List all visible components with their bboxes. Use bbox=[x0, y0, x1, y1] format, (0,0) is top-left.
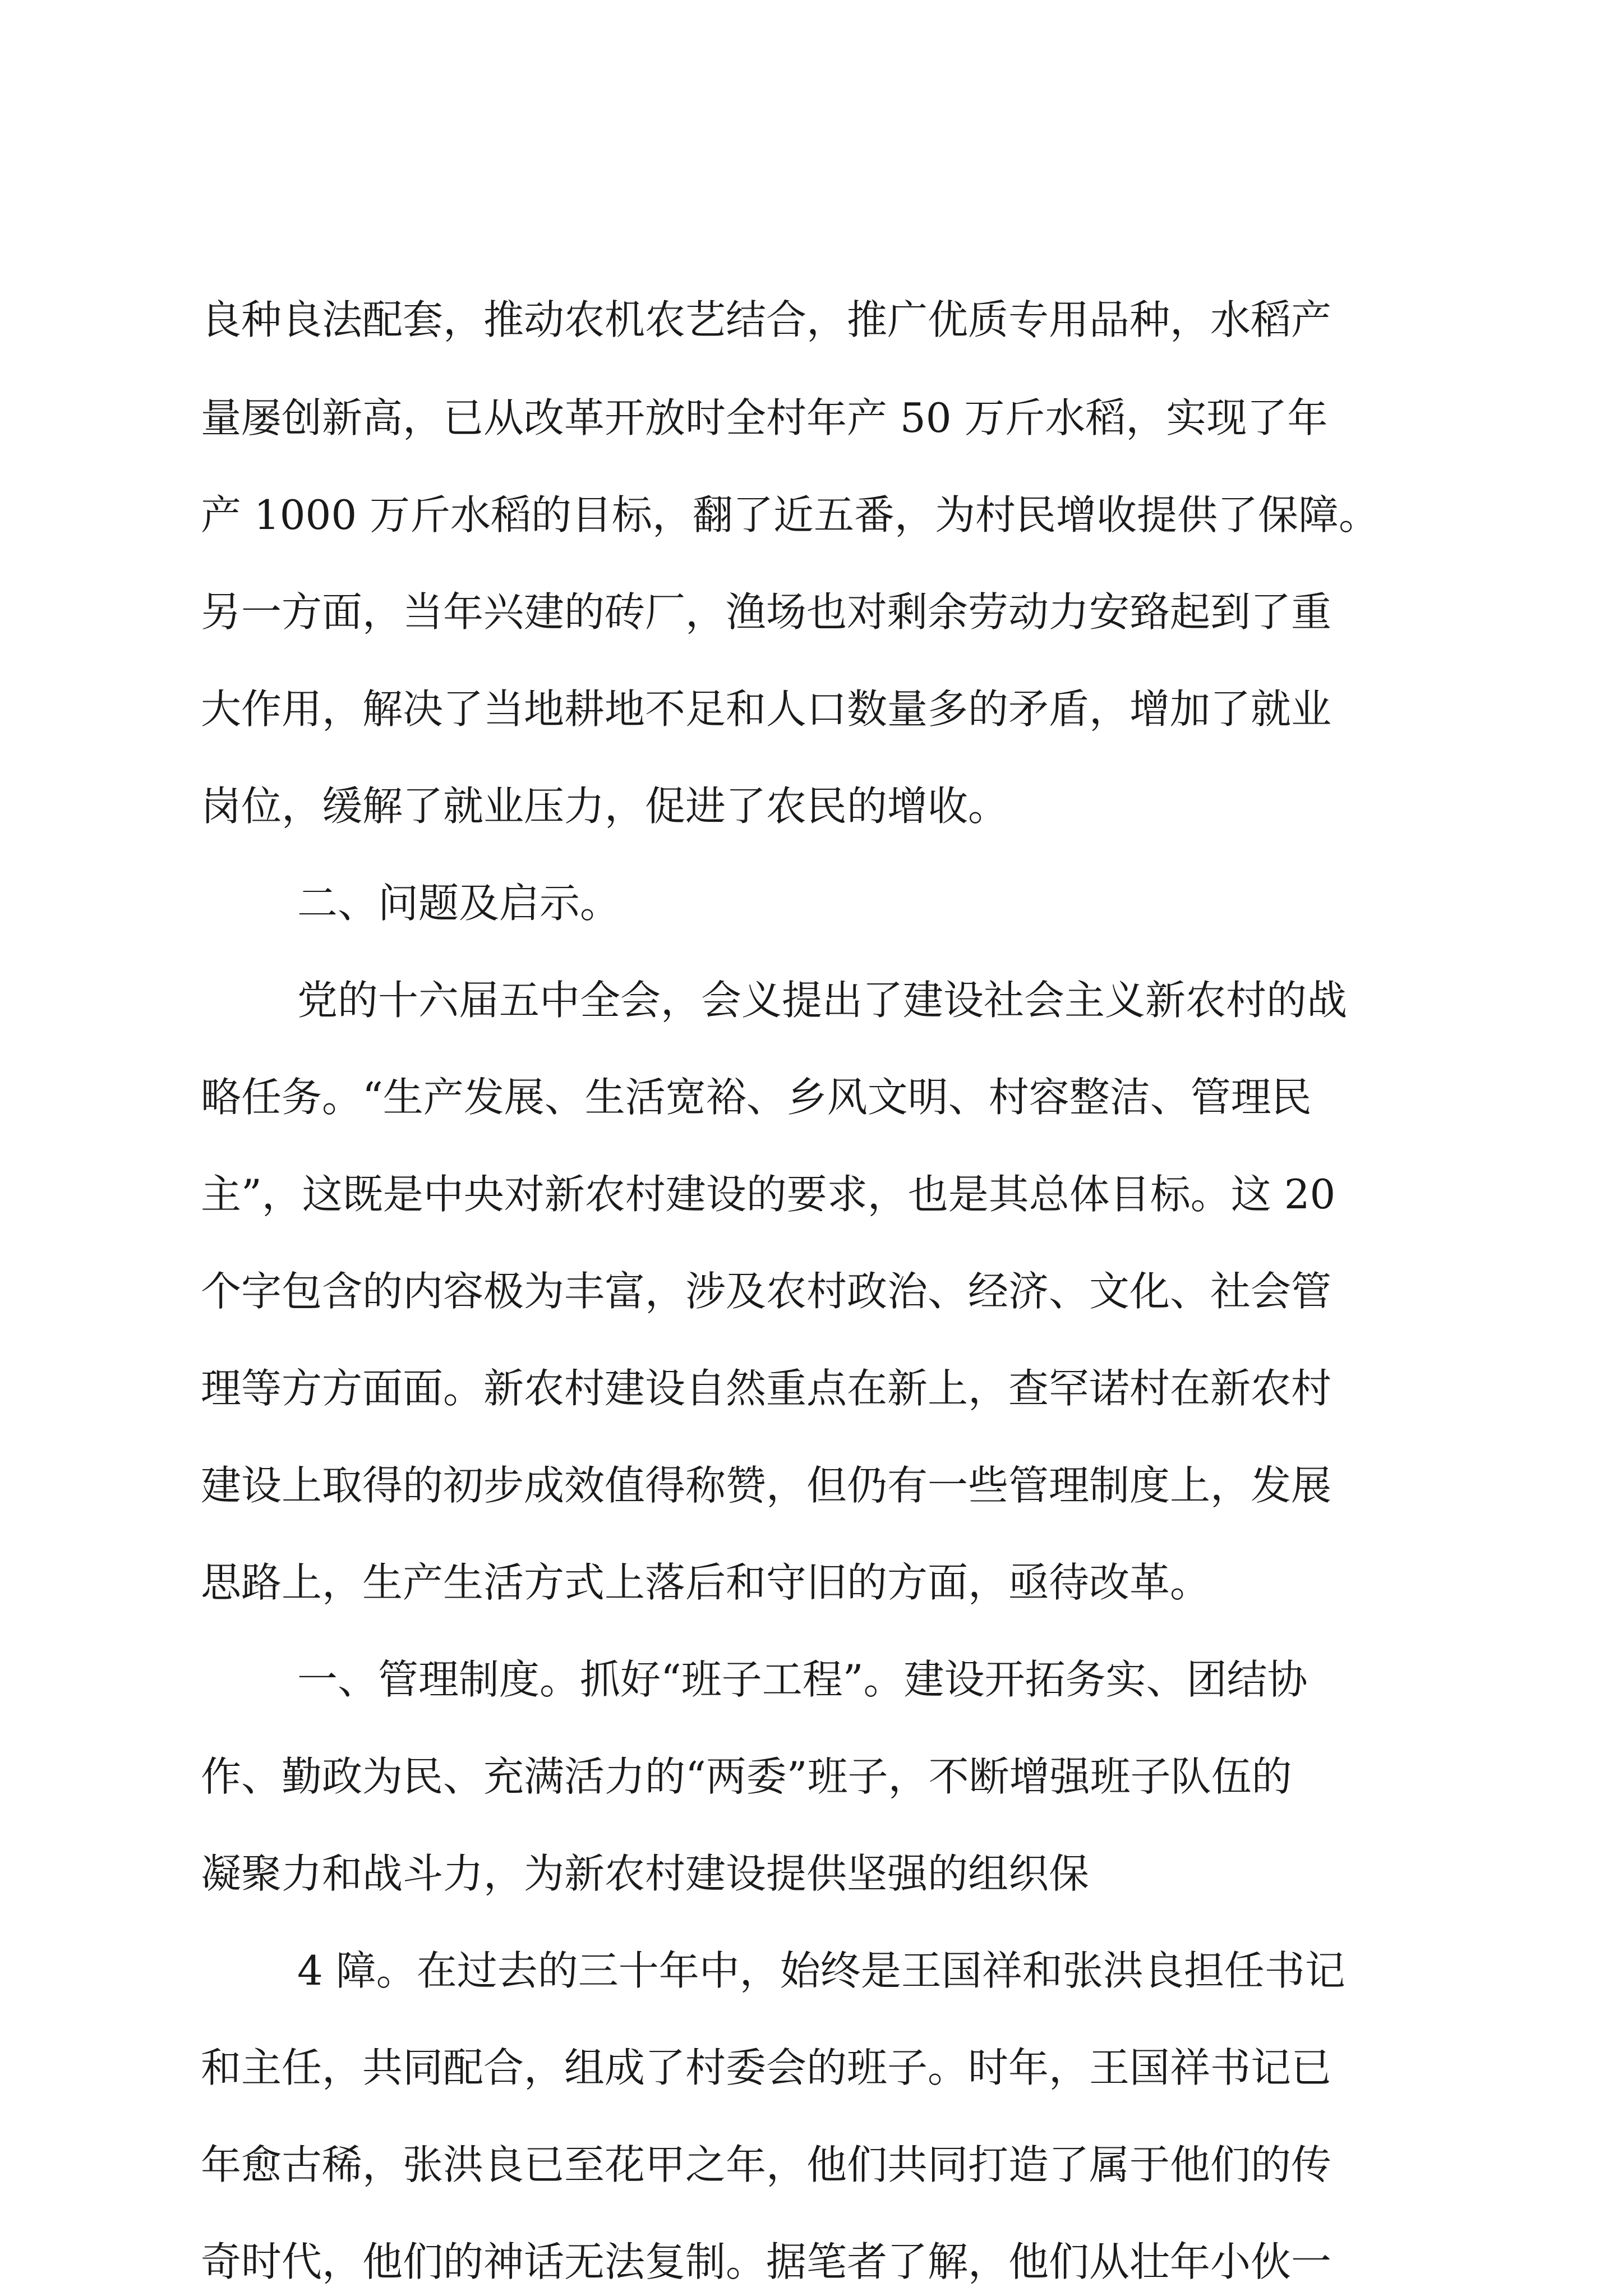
text-line: 量屡创新高，已从改革开放时全村年产 50 万斤水稻，实现了年 bbox=[201, 394, 1328, 441]
text-line: 大作用，解决了当地耕地不足和人口数量多的矛盾，增加了就业 bbox=[201, 685, 1332, 733]
text-line: 作、勤政为民、充满活力的“两委”班子，不断增强班子队伍的 bbox=[201, 1753, 1292, 1800]
text-line: 略任务。“生产发展、生活宽裕、乡风文明、村容整洁、管理民 bbox=[201, 1074, 1312, 1121]
text-line: 党的十六届五中全会，会义提出了建设社会主义新农村的战 bbox=[297, 977, 1348, 1024]
text-line: 建设上取得的初步成效值得称赞，但仍有一些管理制度上，发展 bbox=[201, 1462, 1332, 1509]
text-line: 理等方方面面。新农村建设自然重点在新上，查罕诺村在新农村 bbox=[201, 1365, 1332, 1412]
text-line: 年愈古稀，张洪良已至花甲之年，他们共同打造了属于他们的传 bbox=[201, 2141, 1332, 2188]
text-line: 产 1000 万斤水稻的目标，翻了近五番，为村民增收提供了保障。 bbox=[201, 491, 1380, 539]
text-line: 一、管理制度。抓好“班子工程”。建设开拓务实、团结协 bbox=[297, 1656, 1308, 1703]
text-line: 个字包含的内容极为丰富，涉及农村政治、经济、文化、社会管 bbox=[201, 1268, 1332, 1315]
text-line: 4 障。在过去的三十年中，始终是王国祥和张洪良担任书记 bbox=[297, 1947, 1345, 1994]
text-line: 和主任，共同配合，组成了村委会的班子。时年，王国祥书记已 bbox=[201, 2044, 1332, 2091]
text-line: 岗位，缓解了就业压力，促进了农民的增收。 bbox=[201, 783, 1009, 830]
text-line: 奇时代，他们的神话无法复制。据笔者了解，他们从壮年小伙一 bbox=[201, 2238, 1332, 2285]
text-line: 主”，这既是中央对新农村建设的要求，也是其总体目标。这 20 bbox=[201, 1171, 1336, 1218]
text-line: 另一方面，当年兴建的砖厂，渔场也对剩余劳动力安臵起到了重 bbox=[201, 588, 1332, 636]
text-line: 思路上，生产生活方式上落后和守旧的方面，亟待改革。 bbox=[201, 1559, 1211, 1606]
text-line: 良种良法配套，推动农机农艺结合，推广优质专用品种，水稻产 bbox=[201, 296, 1332, 343]
section-heading: 二、问题及启示。 bbox=[297, 880, 621, 927]
text-line: 凝聚力和战斗力，为新农村建设提供坚强的组织保 bbox=[201, 1850, 1090, 1897]
